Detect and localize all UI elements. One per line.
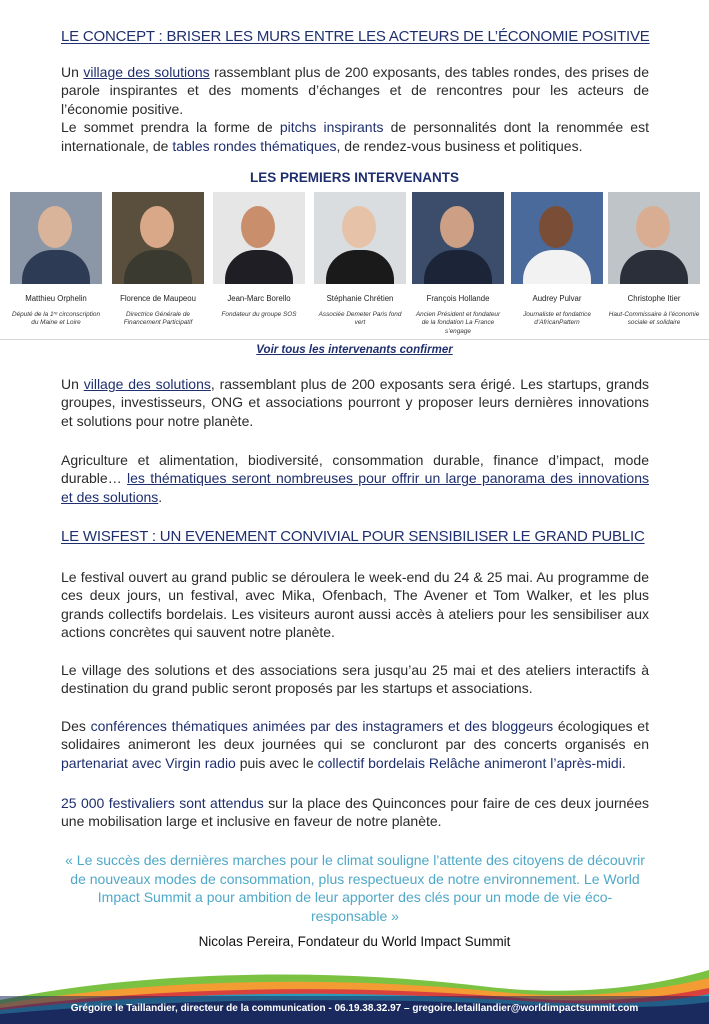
text-run: sur la place des Quinconces pour faire de ces deux journées une mobilisation large et inclusive en faveur de notre planète. (61, 795, 650, 830)
text-run: Le sommet prendra la forme de (61, 119, 280, 136)
speakers-title: LES PREMIERS INTERVENANTS (249, 170, 460, 185)
village-paragraph-1 (61, 375, 649, 430)
speakers-strip (0, 188, 709, 340)
concept-heading: LE CONCEPT : BRISER LES MURS ENTRE LES ACTEURS DE L’ÉCONOMIE POSITIVE (61, 28, 650, 45)
text-run: , rassemblant plus de 200 exposants sera érigé. Les startups, grands groupes, investisseurs, ONG et associations pourront y proposer leurs dernières innovations et solutions pour notre planète. (61, 376, 649, 429)
village-des-solutions-link[interactable]: village des solutions (83, 376, 211, 392)
speaker-role: Député de la 1ʳᵉ circonscription du Maine et Loire (11, 311, 101, 327)
speaker-name: François Hollande (426, 294, 490, 303)
speaker-role: Associée Demeter Paris fond vert (318, 311, 402, 327)
speaker-name: Florence de Maupeou (120, 294, 196, 303)
highlight-conferences: conférences thématiques animées par des instagramers et des bloggeurs (90, 718, 554, 734)
wisfest-paragraph-1: Le festival ouvert au grand public se déroulera le week-end du 24 & 25 mai. Au programme de ces deux jours, un festival, avec Mika, Ofenbach, The Avener et Tom Walker, et les plus grands collectifs bordelais. Les visiteurs auront aussi accès à ateliers pour les sensibiliser aux actions concrètes qui sauvent notre planète. (61, 569, 649, 641)
text-run: Un (61, 376, 84, 392)
text-run: rassemblant plus de 200 exposants, des tables rondes, des prises de parole inspirantes et des moments d’échanges et de rencontres pour les acteurs de l’économie positive. (61, 64, 649, 117)
highlight-tables-rondes: tables rondes thématiques (172, 137, 337, 154)
text-run: , de rendez-vous business et politiques. (336, 137, 583, 154)
speaker-role: Journaliste et fondatrice d’AfricanPattern (523, 311, 591, 327)
text-run: . (621, 754, 626, 771)
speaker-role: Haut-Commissaire à l’économie sociale et solidaire (608, 311, 700, 327)
thematiques-link[interactable]: les thématiques seront nombreuses pour offrir un large panorama des innovations et des solutions (61, 470, 649, 505)
speaker-photo (412, 192, 504, 284)
highlight-virgin-radio: partenariat avec Virgin radio (61, 754, 236, 771)
highlight-collectif: collectif bordelais Relâche animeront l’après-midi (317, 754, 622, 771)
footer-banner (0, 960, 709, 1024)
speaker-card (412, 192, 504, 336)
text-run: de personnalités dont la renommée est internationale, de (61, 119, 649, 154)
speaker-card (608, 192, 700, 328)
wisfest-paragraph-3 (61, 717, 649, 772)
speaker-name: Stéphanie Chrétien (326, 294, 394, 303)
speaker-name: Christophe Itier (627, 294, 681, 303)
highlight-festivaliers: 25 000 festivaliers sont attendus (61, 795, 264, 811)
text-run: Un (61, 64, 84, 80)
see-all-speakers-link[interactable]: Voir tous les intervenants confirmer (256, 344, 453, 356)
highlight-pitchs: pitchs inspirants (279, 119, 384, 136)
speaker-name: Jean-Marc Borello (227, 294, 291, 303)
speaker-name: Audrey Pulvar (532, 294, 582, 303)
text-run: Agriculture et alimentation, biodiversité, consommation durable, finance d’impact, mode durable… (61, 452, 649, 487)
quote-author: Nicolas Pereira, Fondateur du World Impact Summit (198, 934, 511, 949)
footer-waves (0, 960, 709, 1024)
speaker-card (112, 192, 204, 328)
speaker-role: Fondateur du groupe SOS (221, 311, 297, 318)
text-run: . (158, 488, 163, 505)
speaker-photo (213, 192, 305, 284)
speaker-card (10, 192, 102, 328)
quote-text: « Le succès des dernières marches pour le climat souligne l’attente des citoyens de découvrir de nouveaux modes de consommation, plus respectueux de notre environnement. Le World Impact Summit a pour ambition de leur apporter des clés pour un mode de vie éco-responsable » (65, 852, 645, 924)
speaker-card (213, 192, 305, 319)
speaker-role: Directrice Générale de Financement Participatif (123, 311, 193, 327)
text-run: Des (61, 718, 91, 734)
speaker-photo (511, 192, 603, 284)
speaker-photo (314, 192, 406, 284)
footer-contact: Grégoire le Taillandier, directeur de la communication - 06.19.38.32.97 – gregoire.letaillandier@worldimpactsummit.com (70, 1003, 639, 1014)
speaker-role: Ancien Président et fondateur de la fondation La France s’engage (415, 311, 501, 335)
text-run: écologiques et solidaires animeront les deux journées qui se concluront par des concerts organisés en (61, 718, 649, 753)
wisfest-paragraph-4 (61, 794, 649, 831)
speaker-photo (112, 192, 204, 284)
concept-paragraph (61, 63, 649, 155)
village-paragraph-2 (61, 451, 649, 506)
wisfest-heading: LE WISFEST : UN EVENEMENT CONVIVIAL POUR SENSIBILISER LE GRAND PUBLIC (61, 528, 645, 545)
text-run: puis avec le (235, 754, 318, 771)
speaker-card (511, 192, 603, 328)
speaker-card (314, 192, 406, 328)
speaker-photo (608, 192, 700, 284)
speaker-name: Matthieu Orphelin (25, 294, 87, 303)
speaker-photo (10, 192, 102, 284)
village-des-solutions-link[interactable]: village des solutions (83, 64, 210, 80)
wisfest-paragraph-2: Le village des solutions et des associations sera jusqu’au 25 mai et des ateliers interactifs à destination du grand public seront proposés par les startups et associations. (61, 662, 649, 697)
